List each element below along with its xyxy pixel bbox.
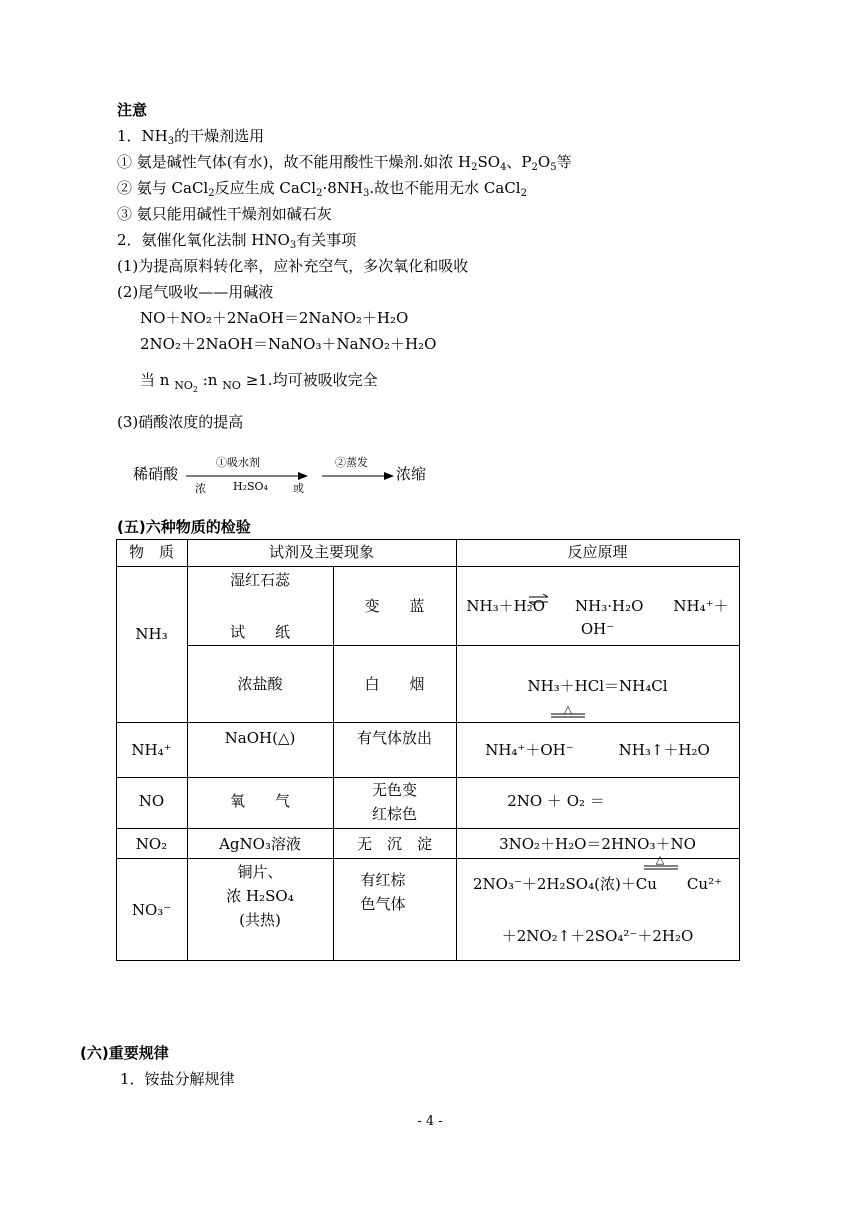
row-nh3b-reagent: 浓盐酸 (237, 675, 283, 693)
flow-arrow-1-b2: H₂SO₄ (233, 480, 268, 493)
row-no3-substance: NO₃⁻ (131, 901, 172, 919)
row-no-phenomenon-2: 红棕色 (371, 805, 417, 823)
row-nh3-substance: NH₃ (135, 625, 168, 643)
row-nh3a-reagent-1: 湿红石蕊 (229, 571, 290, 589)
section6-item1: 1．铵盐分解规律 (120, 1070, 235, 1088)
row-nh3b-phenomenon: 白 烟 (364, 675, 425, 693)
row-no3-equation-1: 2NO₃⁻＋2H₂SO₄(浓)＋Cu Cu²⁺ (472, 875, 723, 893)
page-number: - 4 - (417, 1114, 443, 1129)
row-no3-phenomenon-2: 色气体 (360, 895, 406, 913)
table-header-substance: 物 质 (128, 543, 174, 561)
row-no2-equation: 3NO₂＋H₂O＝2HNO₃＋NO (499, 835, 696, 853)
row-no2-reagent: AgNO₃溶液 (219, 835, 301, 853)
section6-title: (六)重要规律 (80, 1044, 169, 1062)
row-no-substance: NO (138, 792, 165, 810)
delta-symbol: △ (655, 853, 665, 866)
notes-c3: ③ 氨只能用碱性干燥剂如碱石灰 (117, 205, 332, 223)
double-line-icon (644, 865, 678, 871)
row-nh4-equation: NH₄⁺＋OH⁻ NH₃↑＋H₂O (485, 741, 710, 759)
row-nh3a-phenomenon: 变 蓝 (364, 597, 425, 615)
notes-item1: 1．$NH_3$的干燥剂选用 (117, 127, 265, 147)
double-line-icon (551, 713, 585, 719)
row-no3-reagent-1: 铜片、 (237, 863, 283, 881)
reversible-arrow-icon (528, 594, 550, 606)
notes-p3: (3)硝酸浓度的提高 (117, 413, 244, 431)
row-no3-equation-2: ＋2NO₂↑＋2SO₄²⁻＋2H₂O (501, 927, 694, 945)
row-nh3a-equation: NH₃＋H₂O NH₃·H₂O NH₄⁺＋ (466, 597, 729, 615)
section5-title: (五)六种物质的检验 (117, 518, 251, 536)
row-no2-phenomenon: 无 沉 淀 (356, 835, 432, 853)
flow-arrow-1 (186, 454, 308, 494)
flow-arrow-2 (322, 454, 394, 484)
row-no3-reagent-3: (共热) (239, 911, 281, 929)
row-nh3a-equation-2: OH⁻ (580, 620, 615, 638)
row-no2-substance: NO₂ (135, 835, 168, 853)
flow-arrow-2-top: ②蒸发 (335, 456, 368, 469)
notes-c2: ② 氨与 CaCl$_2$反应生成 $CaCl_2\cdot 8NH_3$.故也不能用无水 CaCl$_2$ (117, 179, 527, 199)
table-header-principle: 反应原理 (567, 543, 628, 561)
row-no3-phenomenon-1: 有红棕 (360, 871, 406, 889)
row-nh4-phenomenon: 有气体放出 (356, 729, 432, 747)
flow-start: 稀硝酸 (133, 465, 179, 483)
arrow-right-icon (322, 470, 394, 482)
row-no3-reagent-2: 浓 H₂SO₄ (226, 887, 294, 905)
row-no-phenomenon-1: 无色变 (371, 781, 417, 799)
row-nh4-reagent: NaOH(△) (224, 729, 296, 747)
flow-arrow-1-top: ①吸水剂 (216, 456, 260, 469)
ratio-condition: 当 n $_{NO_2}$ :n $_{NO}$ ≥1.均可被吸收完全 (140, 371, 378, 394)
notes-p1: (1)为提高原料转化率，应补充空气，多次氧化和吸收 (117, 257, 469, 275)
row-no-equation: 2NO ＋ O₂ ＝ (507, 792, 605, 810)
flow-arrow-1-b3: 或 (293, 482, 304, 495)
flow-arrow-1-b1: 浓 (195, 482, 206, 495)
flow-end: 浓缩 (396, 465, 427, 483)
notes-item2: 2．氨催化氧化法制 $HNO_3$有关事项 (117, 231, 357, 251)
row-nh4-substance: NH₄⁺ (131, 741, 172, 759)
notes-p2: (2)尾气吸收——用碱液 (117, 283, 274, 301)
equation-1: NO＋NO₂＋2NaOH＝2NaNO₂＋H₂O (140, 309, 409, 327)
row-no-reagent: 氧 气 (229, 792, 290, 810)
notes-c1: ① 氨是碱性气体(有水)，故不能用酸性干燥剂.如浓 $H_2SO_4$、$P_2O_5$等 (117, 153, 572, 173)
notes-heading: 注意 (117, 101, 148, 119)
row-nh3b-equation: NH₃＋HCl＝NH₄Cl (527, 677, 668, 695)
delta-symbol: △ (563, 703, 573, 716)
equation-2: 2NO₂＋2NaOH＝NaNO₃＋NaNO₂＋H₂O (140, 335, 437, 353)
table-header-reagent: 试剂及主要现象 (268, 543, 374, 561)
row-nh3a-reagent-2: 试 纸 (229, 623, 290, 641)
